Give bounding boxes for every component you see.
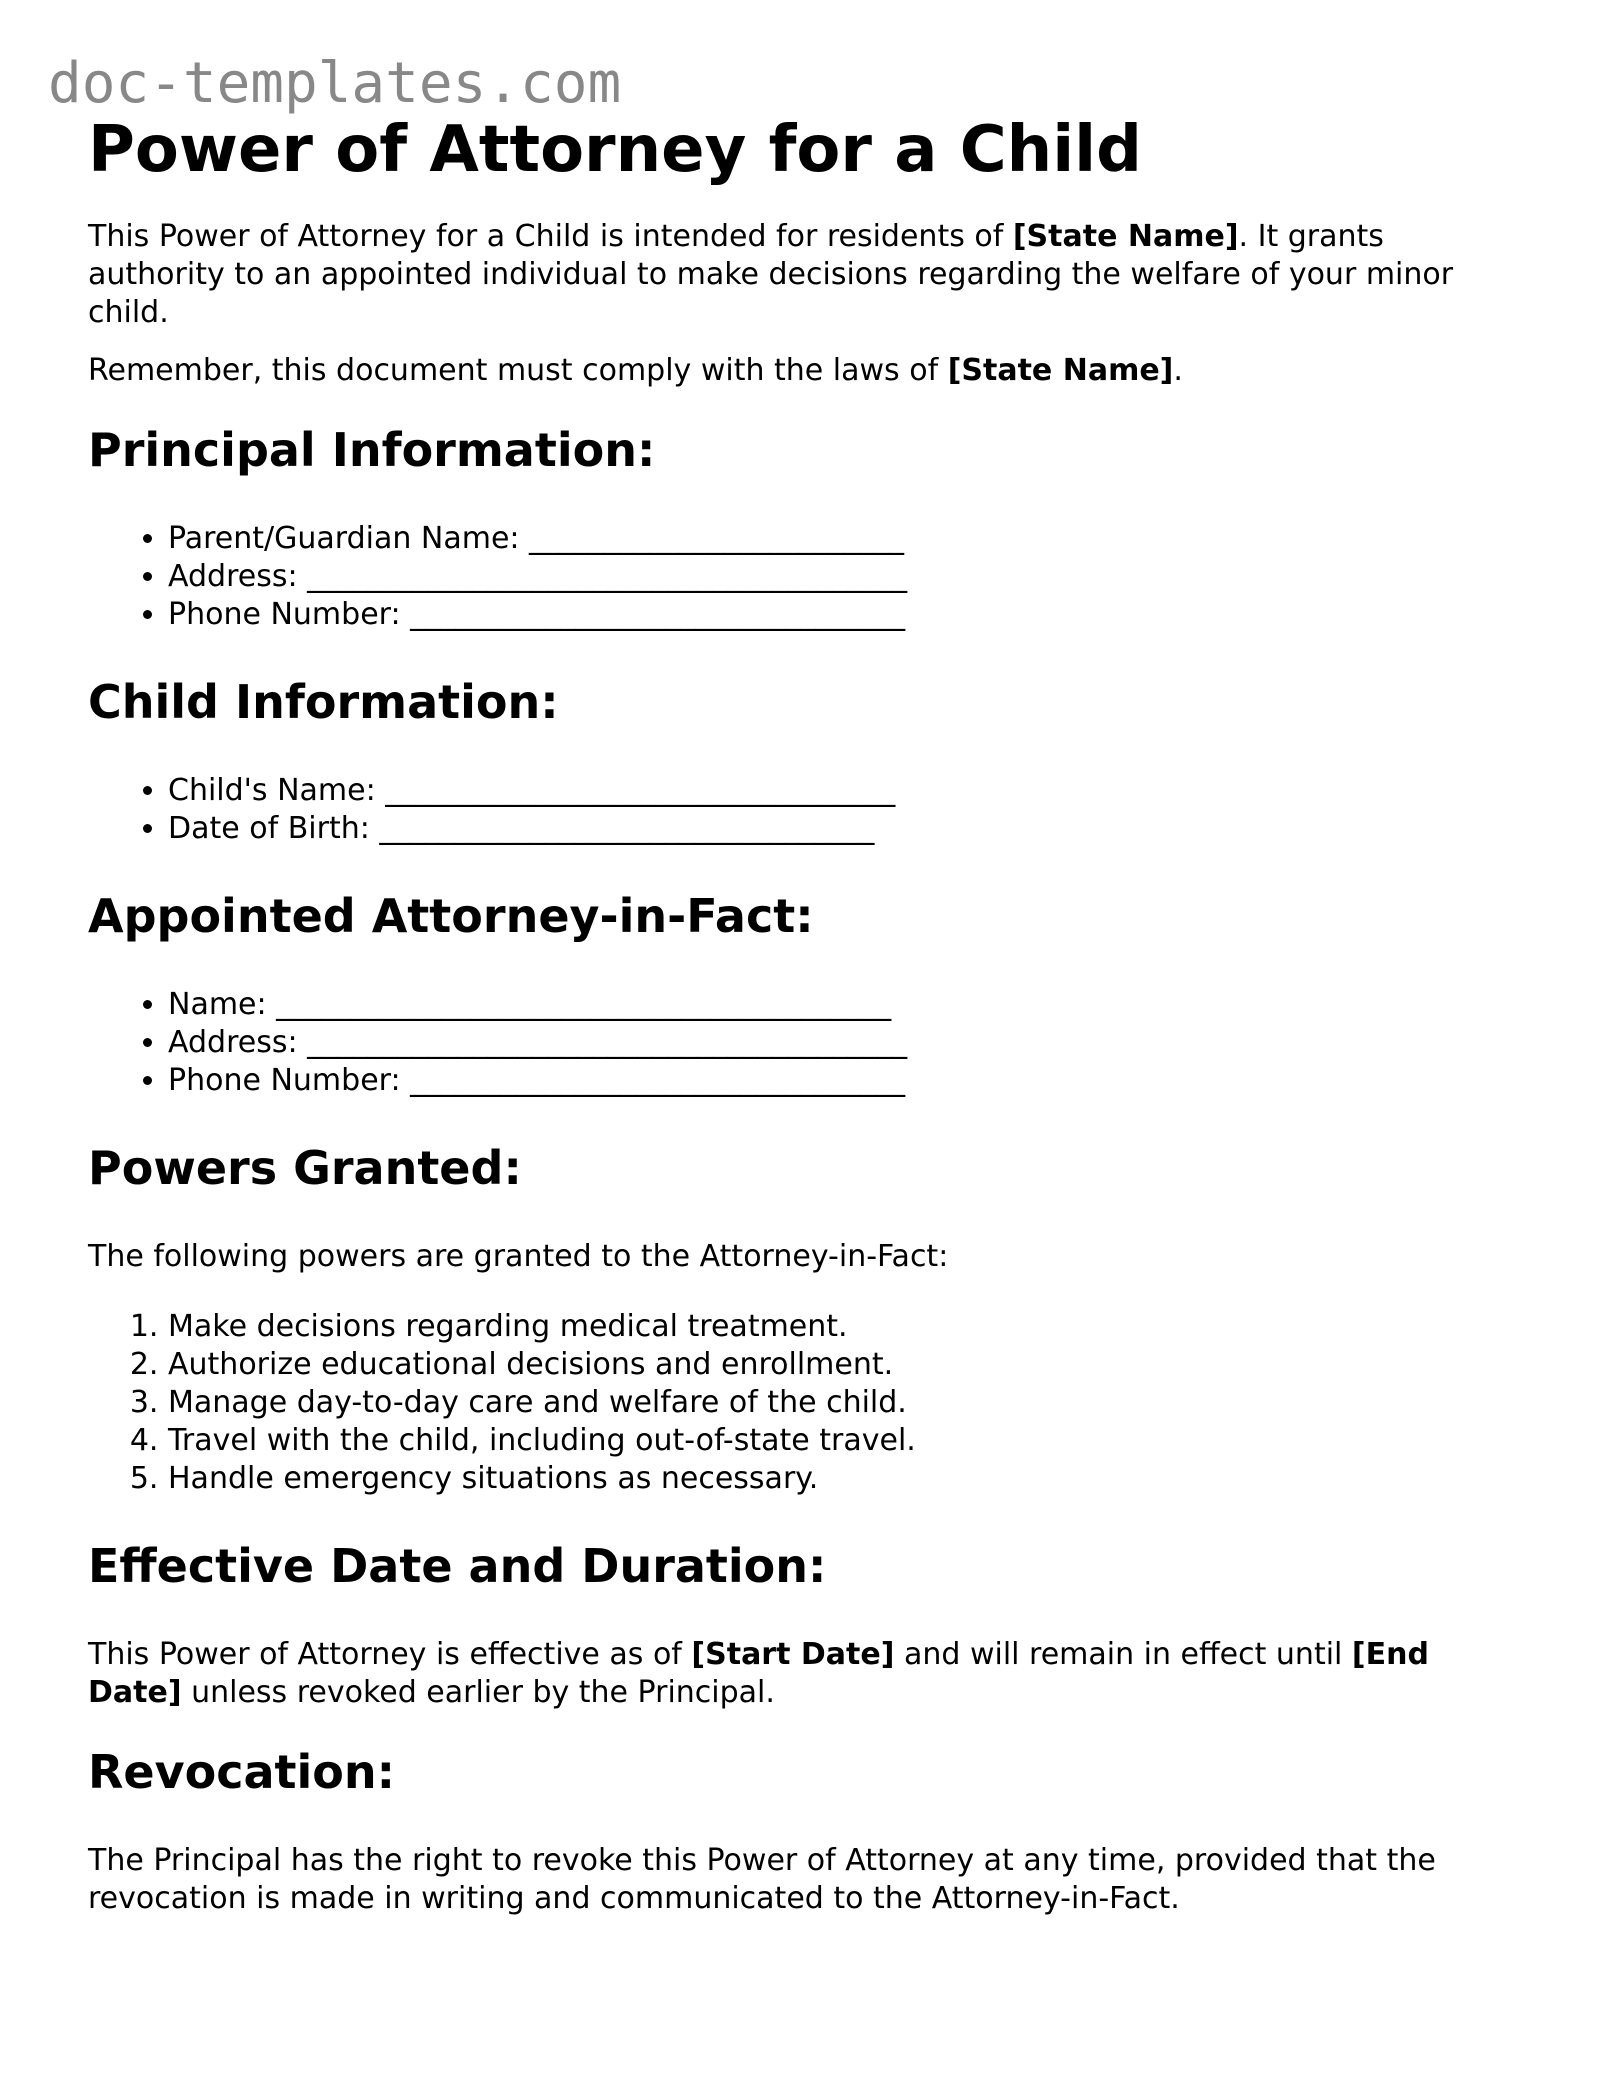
section-heading-child: Child Information:	[88, 675, 559, 729]
section-heading-principal: Principal Information:	[88, 423, 656, 477]
state-name-placeholder: [State Name]	[947, 353, 1174, 388]
section-heading-effective: Effective Date and Duration:	[88, 1539, 827, 1593]
power-item: 5. Handle emergency situations as necessary.	[168, 1460, 1528, 1498]
attorney-phone-field: • Phone Number: _________________________________	[168, 1062, 1528, 1100]
start-date-placeholder: [Start Date]	[691, 1637, 895, 1672]
effective-text-1: This Power of Attorney is effective as of	[88, 1637, 692, 1672]
powers-lead: The following powers are granted to the Attorney-in-Fact:	[88, 1239, 949, 1274]
power-item: 1. Make decisions regarding medical treatment.	[168, 1308, 1528, 1346]
section-heading-attorney: Appointed Attorney-in-Fact:	[88, 889, 814, 943]
attorney-name-field: • Name: _________________________________________	[168, 986, 1528, 1024]
principal-info-list	[88, 520, 1528, 634]
state-name-placeholder: [State Name]	[1012, 219, 1239, 254]
effective-paragraph	[88, 1636, 1528, 1712]
principal-phone-field: • Phone Number: _________________________________	[168, 596, 1528, 634]
child-info-list	[88, 772, 1528, 848]
reminder-text-2: .	[1173, 353, 1183, 388]
child-dob-field: • Date of Birth: _________________________________	[168, 810, 1528, 848]
intro-text-1: This Power of Attorney for a Child is intended for residents of	[88, 219, 1013, 254]
section-heading-powers: Powers Granted:	[88, 1141, 522, 1195]
section-heading-revocation: Revocation:	[88, 1745, 396, 1799]
attorney-address-field: • Address: ________________________________________	[168, 1024, 1528, 1062]
reminder-paragraph	[88, 352, 1528, 390]
document-title: Power of Attorney for a Child	[88, 113, 1142, 187]
intro-paragraph	[88, 218, 1528, 332]
effective-text-3: unless revoked earlier by the Principal.	[181, 1675, 775, 1710]
watermark: doc-templates.com	[48, 51, 622, 116]
effective-text-2: and will remain in effect until	[894, 1637, 1352, 1672]
power-item: 4. Travel with the child, including out-of-state travel.	[168, 1422, 1528, 1460]
power-item: 2. Authorize educational decisions and enrollment.	[168, 1346, 1528, 1384]
revocation-paragraph: The Principal has the right to revoke this Power of Attorney at any time, provided that the revocation is made in writing and communicated to the Attorney-in-Fact.	[88, 1843, 1436, 1916]
power-item: 3. Manage day-to-day care and welfare of the child.	[168, 1384, 1528, 1422]
principal-address-field: • Address: ________________________________________	[168, 558, 1528, 596]
document-page	[88, 108, 1528, 1950]
intro-text-2: . It grants authority to an appointed individual to make decisions regarding the welfare of your minor child.	[88, 219, 1454, 330]
powers-list	[88, 1308, 1528, 1498]
child-name-field: • Child's Name: __________________________________	[168, 772, 1528, 810]
principal-name-field: • Parent/Guardian Name: _________________________	[168, 520, 1528, 558]
reminder-text-1: Remember, this document must comply with the laws of	[88, 353, 948, 388]
end-date-placeholder: [End Date]	[88, 1637, 1429, 1710]
attorney-info-list	[88, 986, 1528, 1100]
